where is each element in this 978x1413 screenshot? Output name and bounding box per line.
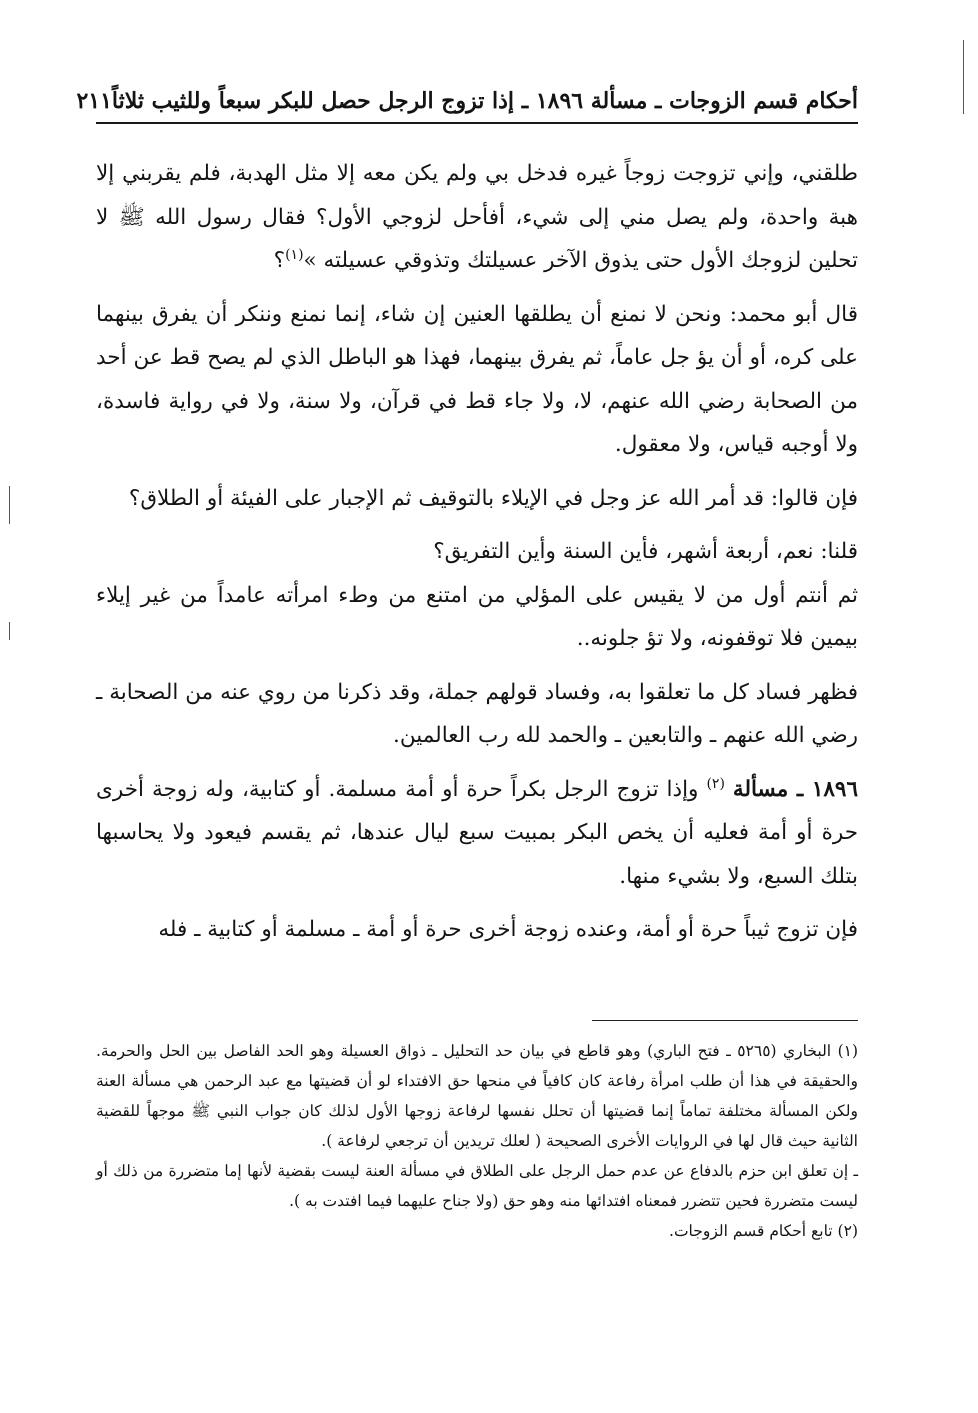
paragraph-3: فإن قالوا: قد أمر الله عز وجل في الإيلاء بالتوقيف ثم الإجبار على الفيئة أو الطلاق؟ xyxy=(128,485,858,511)
issue-number: ١٨٩٦ ـ مسألة xyxy=(732,776,859,802)
footnotes xyxy=(96,1036,858,1246)
footnote-ref-2: (٢) xyxy=(706,775,725,792)
footnote-2: (٢) تابع أحكام قسم الزوجات. xyxy=(669,1222,858,1240)
running-header xyxy=(76,70,858,114)
running-title: أحكام قسم الزوجات ـ مسألة ١٨٩٦ ـ إذا تزوج الرجل حصل للبكر سبعاً وللثيب ثلاثاً xyxy=(111,88,858,114)
paragraph-7 xyxy=(96,768,858,899)
footnote-1-continued: ـ إن تعلق ابن حزم بالدفاع عن عدم حمل الرجل على الطلاق في مسألة العنة ليست بقضية لأنها إما متضررة من ذلك أو ليست متضررة فحين تتضرر فمعناه افتدائها منه وهو حق (ولا جناح عليهما فيما افتدت به ). xyxy=(96,1162,858,1210)
paragraph-8: فإن تزوج ثيباً حرة أو أمة، وعنده زوجة أخرى حرة أو أمة ـ مسلمة أو كتابية ـ فله xyxy=(158,917,858,942)
paragraph-1 xyxy=(96,152,858,283)
scan-edge-mark xyxy=(9,486,10,524)
header-rule xyxy=(96,122,858,124)
paragraph-1-end: ؟ xyxy=(273,248,286,273)
footnote-ref-1: (١) xyxy=(285,246,304,263)
paragraph-5: ثم أنتم أول من لا يقيس على المؤلي من امتنع من وطء امرأته عامداً من غير إيلاء بيمين فلا توقفونه، ولا تؤ جلونه.. xyxy=(96,582,858,651)
page-number: ٢١١ xyxy=(76,88,112,114)
paragraph-6: فظهر فساد كل ما تعلقوا به، وفساد قولهم جملة، وقد ذكرنا من روي عنه من الصحابة ـ رضي الله عنهم ـ والتابعين ـ والحمد لله رب العالمين. xyxy=(96,679,858,748)
paragraph-4: قلنا: نعم، أربعة أشهر، فأين السنة وأين التفريق؟ xyxy=(433,539,858,564)
scan-edge-mark xyxy=(9,622,10,640)
paragraph-2: قال أبو محمد: ونحن لا نمنع أن يطلقها العنين إن شاء، إنما نمنع وننكر أن يفرق بينهما على كره، أو أن يؤ جل عاماً، ثم يفرق بينهما، فهذا هو الباطل الذي لم يصح قط عن أحد من الصحابة رضي الله عنهم، لا، ولا جاء قط في قرآن، ولا سنة، ولا في رواية فاسدة، ولا أوجبه قياس، ولا معقول. xyxy=(96,301,858,457)
paragraph-7-text: وإذا تزوج الرجل بكراً حرة أو أمة مسلمة. أو كتابية، وله زوجة أخرى حرة أو أمة فعليه أن يخص البكر بمبيت سبع ليال عندها، ثم يقسم فيعود ولا يحاسبها بتلك السبع، ولا بشيء منها. xyxy=(96,776,858,889)
footnote-separator xyxy=(592,1020,858,1021)
footnote-1: (١) البخاري (٥٢٦٥ ـ فتح الباري) وهو قاطع في بيان حد التحليل ـ ذواق العسيلة وهو الحد الفاصل بين الحل والحرمة. والحقيقة في هذا أن طلب امرأة رفاعة كان كافياً في منحها حق الافتداء لو أن قضيتها مع عبد الرحمن هي مسألة العنة ولكن المسألة مختلفة تماماً إنما قضيتها أن تحلل نفسها لرفاعة زوجها الأول لذلك كان جواب النبي ﷺ موجهاً للقضية الثانية حيث قال لها في الروايات الأخرى الصحيحة ( لعلك تريدين أن ترجعي لرفاعة ). xyxy=(96,1042,859,1150)
page-header xyxy=(76,70,858,114)
paragraph-1-text: طلقني، وإني تزوجت زوجاً غيره فدخل بي ولم يكن معه إلا مثل الهدبة، فلم يقربني إلا هبة واحدة، ولم يصل مني إلى شيء، أفأحل لزوجي الأول؟ فقال رسول الله ﷺ لا تحلين لزوجك الأول حتى يذوق الآخر عسيلتك وتذوقي عسيلته » xyxy=(96,161,858,273)
body-text xyxy=(96,152,858,962)
scan-edge-mark xyxy=(963,40,964,114)
